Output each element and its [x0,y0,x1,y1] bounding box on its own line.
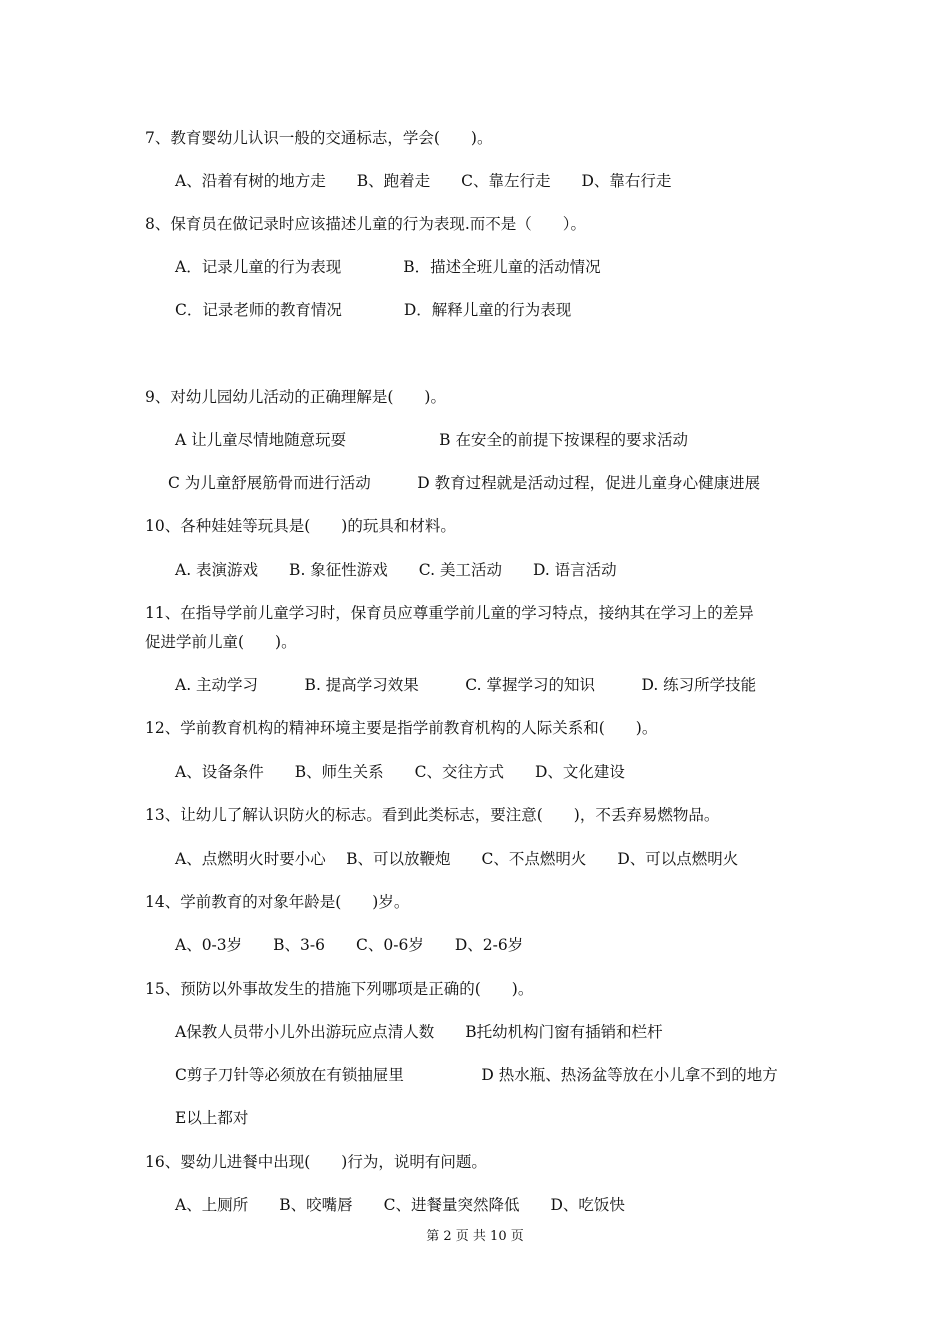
question-14-stem: 14、学前教育的对象年龄是( )岁。 [145,893,410,911]
question-8-options-row-1: A．记录儿童的行为表现 B．描述全班儿童的活动情况 [175,258,601,276]
question-15-options-row-1: A保教人员带小儿外出游玩应点清人数 B托幼机构门窗有插销和栏杆 [175,1023,663,1041]
question-8-stem: 8、保育员在做记录时应该描述儿童的行为表现.而不是（ ）。 [145,215,587,233]
question-12-options: A、设备条件 B、师生关系 C、交往方式 D、文化建设 [175,763,625,781]
question-16-stem: 16、婴幼儿进餐中出现( )行为，说明有问题。 [145,1153,487,1171]
question-9-options-row-2: C 为儿童舒展筋骨而进行活动 D 教育过程就是活动过程，促进儿童身心健康进展 [168,474,761,492]
question-10-stem: 10、各种娃娃等玩具是( )的玩具和材料。 [145,517,456,535]
question-15-options-row-2: C剪子刀针等必须放在有锁抽屉里 D 热水瓶、热汤盆等放在小儿拿不到的地方 [175,1066,778,1084]
question-7-stem: 7、教育婴幼儿认识一般的交通标志，学会( )。 [145,129,493,147]
question-9-options-row-1: A 让儿童尽情地随意玩耍 B 在安全的前提下按课程的要求活动 [175,431,688,449]
question-14-options: A、0-3岁 B、3-6 C、0-6岁 D、2-6岁 [175,936,524,954]
question-11-options: A. 主动学习 B. 提高学习效果 C. 掌握学习的知识 D. 练习所学技能 [175,676,757,694]
question-7-options: A、沿着有树的地方走 B、跑着走 C、靠左行走 D、靠右行走 [175,172,672,190]
question-16-options: A、上厕所 B、咬嘴唇 C、进餐量突然降低 D、吃饭快 [175,1196,625,1214]
question-15-options-row-3: E以上都对 [175,1109,249,1127]
question-13-options: A、点燃明火时要小心 B、可以放鞭炮 C、不点燃明火 D、可以点燃明火 [175,850,739,868]
question-9-stem: 9、对幼儿园幼儿活动的正确理解是( )。 [145,388,446,406]
question-11-stem-line-2: 促进学前儿童( )。 [145,633,297,651]
question-11-stem-line-1: 11、在指导学前儿童学习时，保育员应尊重学前儿童的学习特点，接纳其在学习上的差异 [145,604,754,622]
question-12-stem: 12、学前教育机构的精神环境主要是指学前教育机构的人际关系和( )。 [145,719,658,737]
question-13-stem: 13、让幼儿了解认识防火的标志。看到此类标志，要注意( )，不丢弃易燃物品。 [145,806,720,824]
page-number-footer: 第 2 页 共 10 页 [426,1229,524,1244]
question-8-options-row-2: C．记录老师的教育情况 D．解释儿童的行为表现 [175,301,572,319]
question-10-options: A. 表演游戏 B. 象征性游戏 C. 美工活动 D. 语言活动 [175,561,617,579]
question-15-stem: 15、预防以外事故发生的措施下列哪项是正确的( )。 [145,980,534,998]
